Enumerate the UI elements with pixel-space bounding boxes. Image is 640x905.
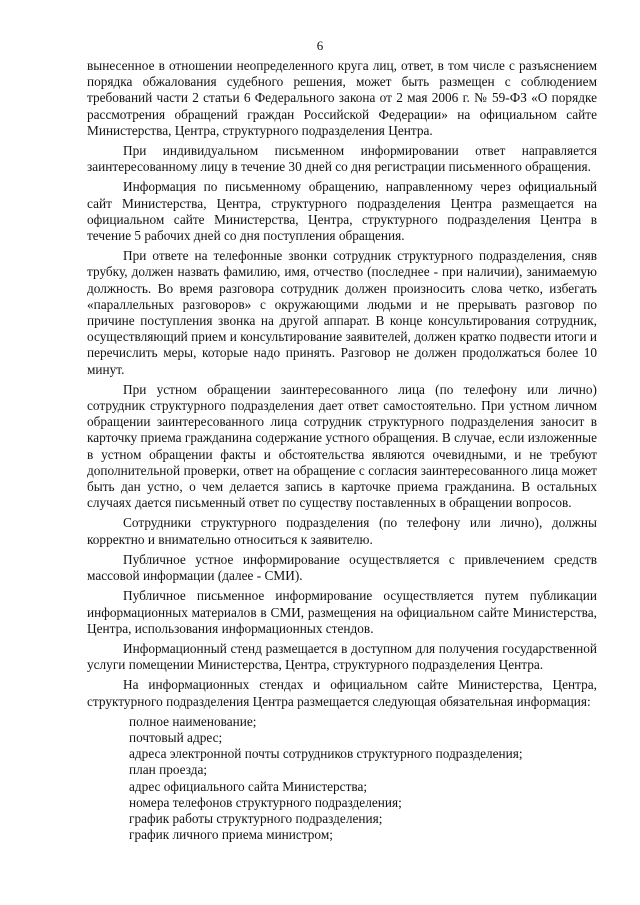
list-item: адрес официального сайта Министерства; xyxy=(129,778,368,794)
paragraph-staff-conduct: Сотрудники структурного подразделения (по телефону или лично), должны корректно и внимательно относиться к заявителю. xyxy=(87,515,597,547)
page-number: 6 xyxy=(316,38,324,53)
list-item: номера телефонов структурного подразделения; xyxy=(129,794,402,810)
list-item: график работы структурного подразделения; xyxy=(129,810,383,826)
list-item: план проезда; xyxy=(129,762,208,778)
paragraph-info-stand: Информационный стенд размещается в доступном для получения государственной услуги помещении Министерства, Центра, структурного подразделения Центра. xyxy=(87,640,597,673)
mandatory-info-list xyxy=(87,714,597,844)
paragraph-website-appeal: Информация по письменному обращению, направленному через официальный сайт Министерства, Центра, структурного подразделения Центра размещается на официальном сайте Министерства, Центра, структурного подразделения Центра в течение 5 рабочих дней со дня поступления обращения. xyxy=(87,179,597,244)
paragraph-public-written-informing: Публичное письменное информирование осуществляется путем публикации информационных материалов в СМИ, размещения на официальном сайте Министерства, Центра, использования информационных стендов. xyxy=(87,588,597,636)
list-item: почтовый адрес; xyxy=(129,729,223,745)
list-item: график личного приема министром; xyxy=(129,827,333,843)
list-item: адреса электронной почты сотрудников структурного подразделения; xyxy=(129,746,523,762)
paragraph-mandatory-info-intro: На информационных стендах и официальном сайте Министерства, Центра, структурного подразделения Центра размещается следующая обязательная информация: xyxy=(87,677,597,709)
paragraph-individual-informing: При индивидуальном письменном информировании ответ направляется заинтересованному лицу в течение 30 дней со дня регистрации письменного обращения. xyxy=(87,143,597,175)
paragraph-oral-appeal: При устном обращении заинтересованного лица (по телефону или лично) сотрудник структурного подразделения дает ответ самостоятельно. При устном личном обращении заинтересованного лица сотрудник структурного подразделения заносит в карточку приема гражданина содержание устного обращения. В случае, если изложенные в устном обращении факты и обстоятельства являются очевидными, и не требуют дополнительной проверки, ответ на обращение с согласия заинтересованного лица может быть дан устно, о чем делается запись в карточке приема гражданина. В остальных случаях дается письменный ответ по существу поставленных в обращении вопросов. xyxy=(87,381,597,511)
paragraph-continuation: вынесенное в отношении неопределенного круга лиц, ответ, в том числе с разъяснением порядка обжалования судебного решения, может быть размещен с соблюдением требований части 2 статьи 6 Федерального закона от 2 мая 2006 г. № 59-ФЗ «О порядке рассмотрения обращений граждан Российской Федерации» на официальном сайте Министерства, Центра, структурного подразделения Центра. xyxy=(87,58,597,138)
list-item: полное наименование; xyxy=(129,713,257,729)
paragraph-public-oral-informing: Публичное устное информирование осуществляется с привлечением средств массовой информации (далее - СМИ). xyxy=(87,551,597,584)
document-body xyxy=(87,58,597,843)
paragraph-phone-calls: При ответе на телефонные звонки сотрудник структурного подразделения, сняв трубку, должен назвать фамилию, имя, отчество (последнее - при наличии), занимаемую должность. Во время разговора сотрудник должен произносить слова четко, избегать «параллельных разговоров» с окружающими людьми и не прерывать разговор по причине поступления звонка на другой аппарат. В конце консультирования сотрудник, осуществляющий прием и консультирование заявителей, должен кратко подвести итоги и перечислить меры, которые надо принять. Разговор не должен продолжаться более 10 минут. xyxy=(87,248,597,377)
